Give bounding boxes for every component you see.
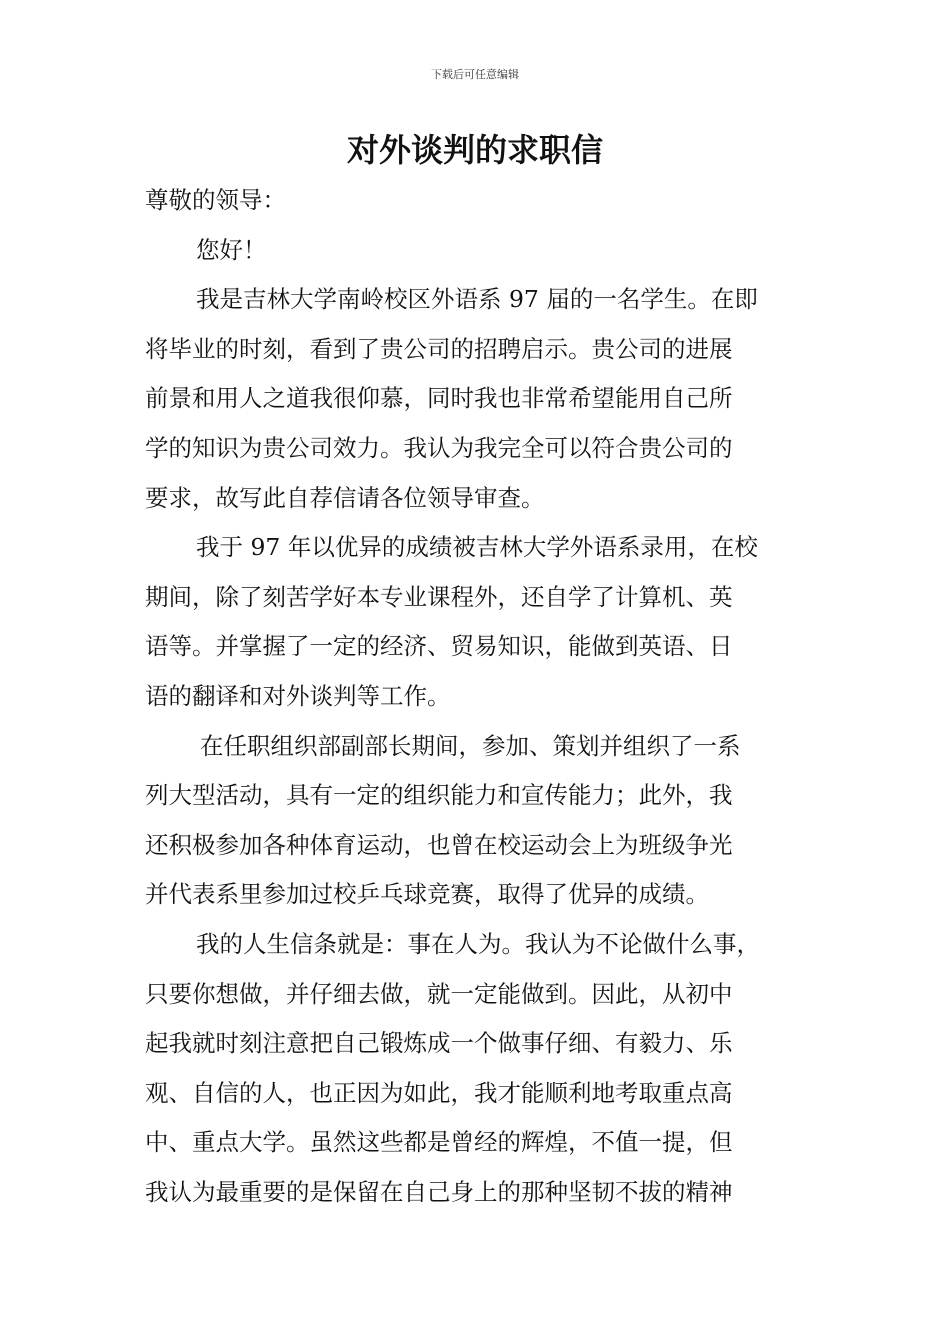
paragraph-line: 只要你想做，并仔细去做，就一定能做到。因此，从初中 [145, 979, 733, 1008]
paragraph-line: 我是吉林大学南岭校区外语系 97 届的一名学生。在即 [196, 285, 758, 314]
paragraph-line: 我认为最重要的是保留在自己身上的那种坚韧不拔的精神 [145, 1177, 733, 1206]
paragraph-line: 前景和用人之道我很仰慕，同时我也非常希望能用自己所 [145, 384, 733, 413]
paragraph-line: 并代表系里参加过校乒乓球竞赛，取得了优异的成绩。 [145, 880, 709, 909]
salutation: 尊敬的领导： [145, 186, 286, 214]
paragraph-line: 语的翻译和对外谈判等工作。 [145, 681, 451, 710]
paragraph-line: 语等。并掌握了一定的经济、贸易知识，能做到英语、日 [145, 632, 733, 661]
page-title: 对外谈判的求职信 [346, 131, 603, 169]
greeting: 您好！ [196, 235, 267, 264]
paragraph-line: 学的知识为贵公司效力。我认为我完全可以符合贵公司的 [145, 433, 733, 462]
paragraph-line: 我的人生信条就是：事在人为。我认为不论做什么事， [196, 929, 760, 958]
paragraph-line: 期间，除了刻苦学好本专业课程外，还自学了计算机、英 [145, 582, 733, 611]
paragraph-line: 要求，故写此自荐信请各位领导审查。 [145, 483, 545, 512]
paragraph-line: 还积极参加各种体育运动，也曾在校运动会上为班级争光 [145, 830, 733, 859]
paragraph-line: 观、自信的人，也正因为如此，我才能顺利地考取重点高 [145, 1078, 733, 1107]
paragraph-line: 起我就时刻注意把自己锻炼成一个做事仔细、有毅力、乐 [145, 1029, 733, 1058]
paragraph-line: 我于 97 年以优异的成绩被吉林大学外语系录用，在校 [196, 533, 758, 562]
header-note: 下载后可任意编辑 [431, 68, 519, 81]
paragraph-line: 将毕业的时刻，看到了贵公司的招聘启示。贵公司的进展 [145, 334, 733, 363]
paragraph-line: 列大型活动，具有一定的组织能力和宣传能力；此外，我 [145, 781, 733, 810]
letter-body [145, 176, 810, 1217]
paragraph-line: 中、重点大学。虽然这些都是曾经的辉煌，不值一提，但 [145, 1128, 733, 1157]
paragraph-line: 在任职组织部副部长期间，参加、策划并组织了一系 [200, 731, 741, 760]
